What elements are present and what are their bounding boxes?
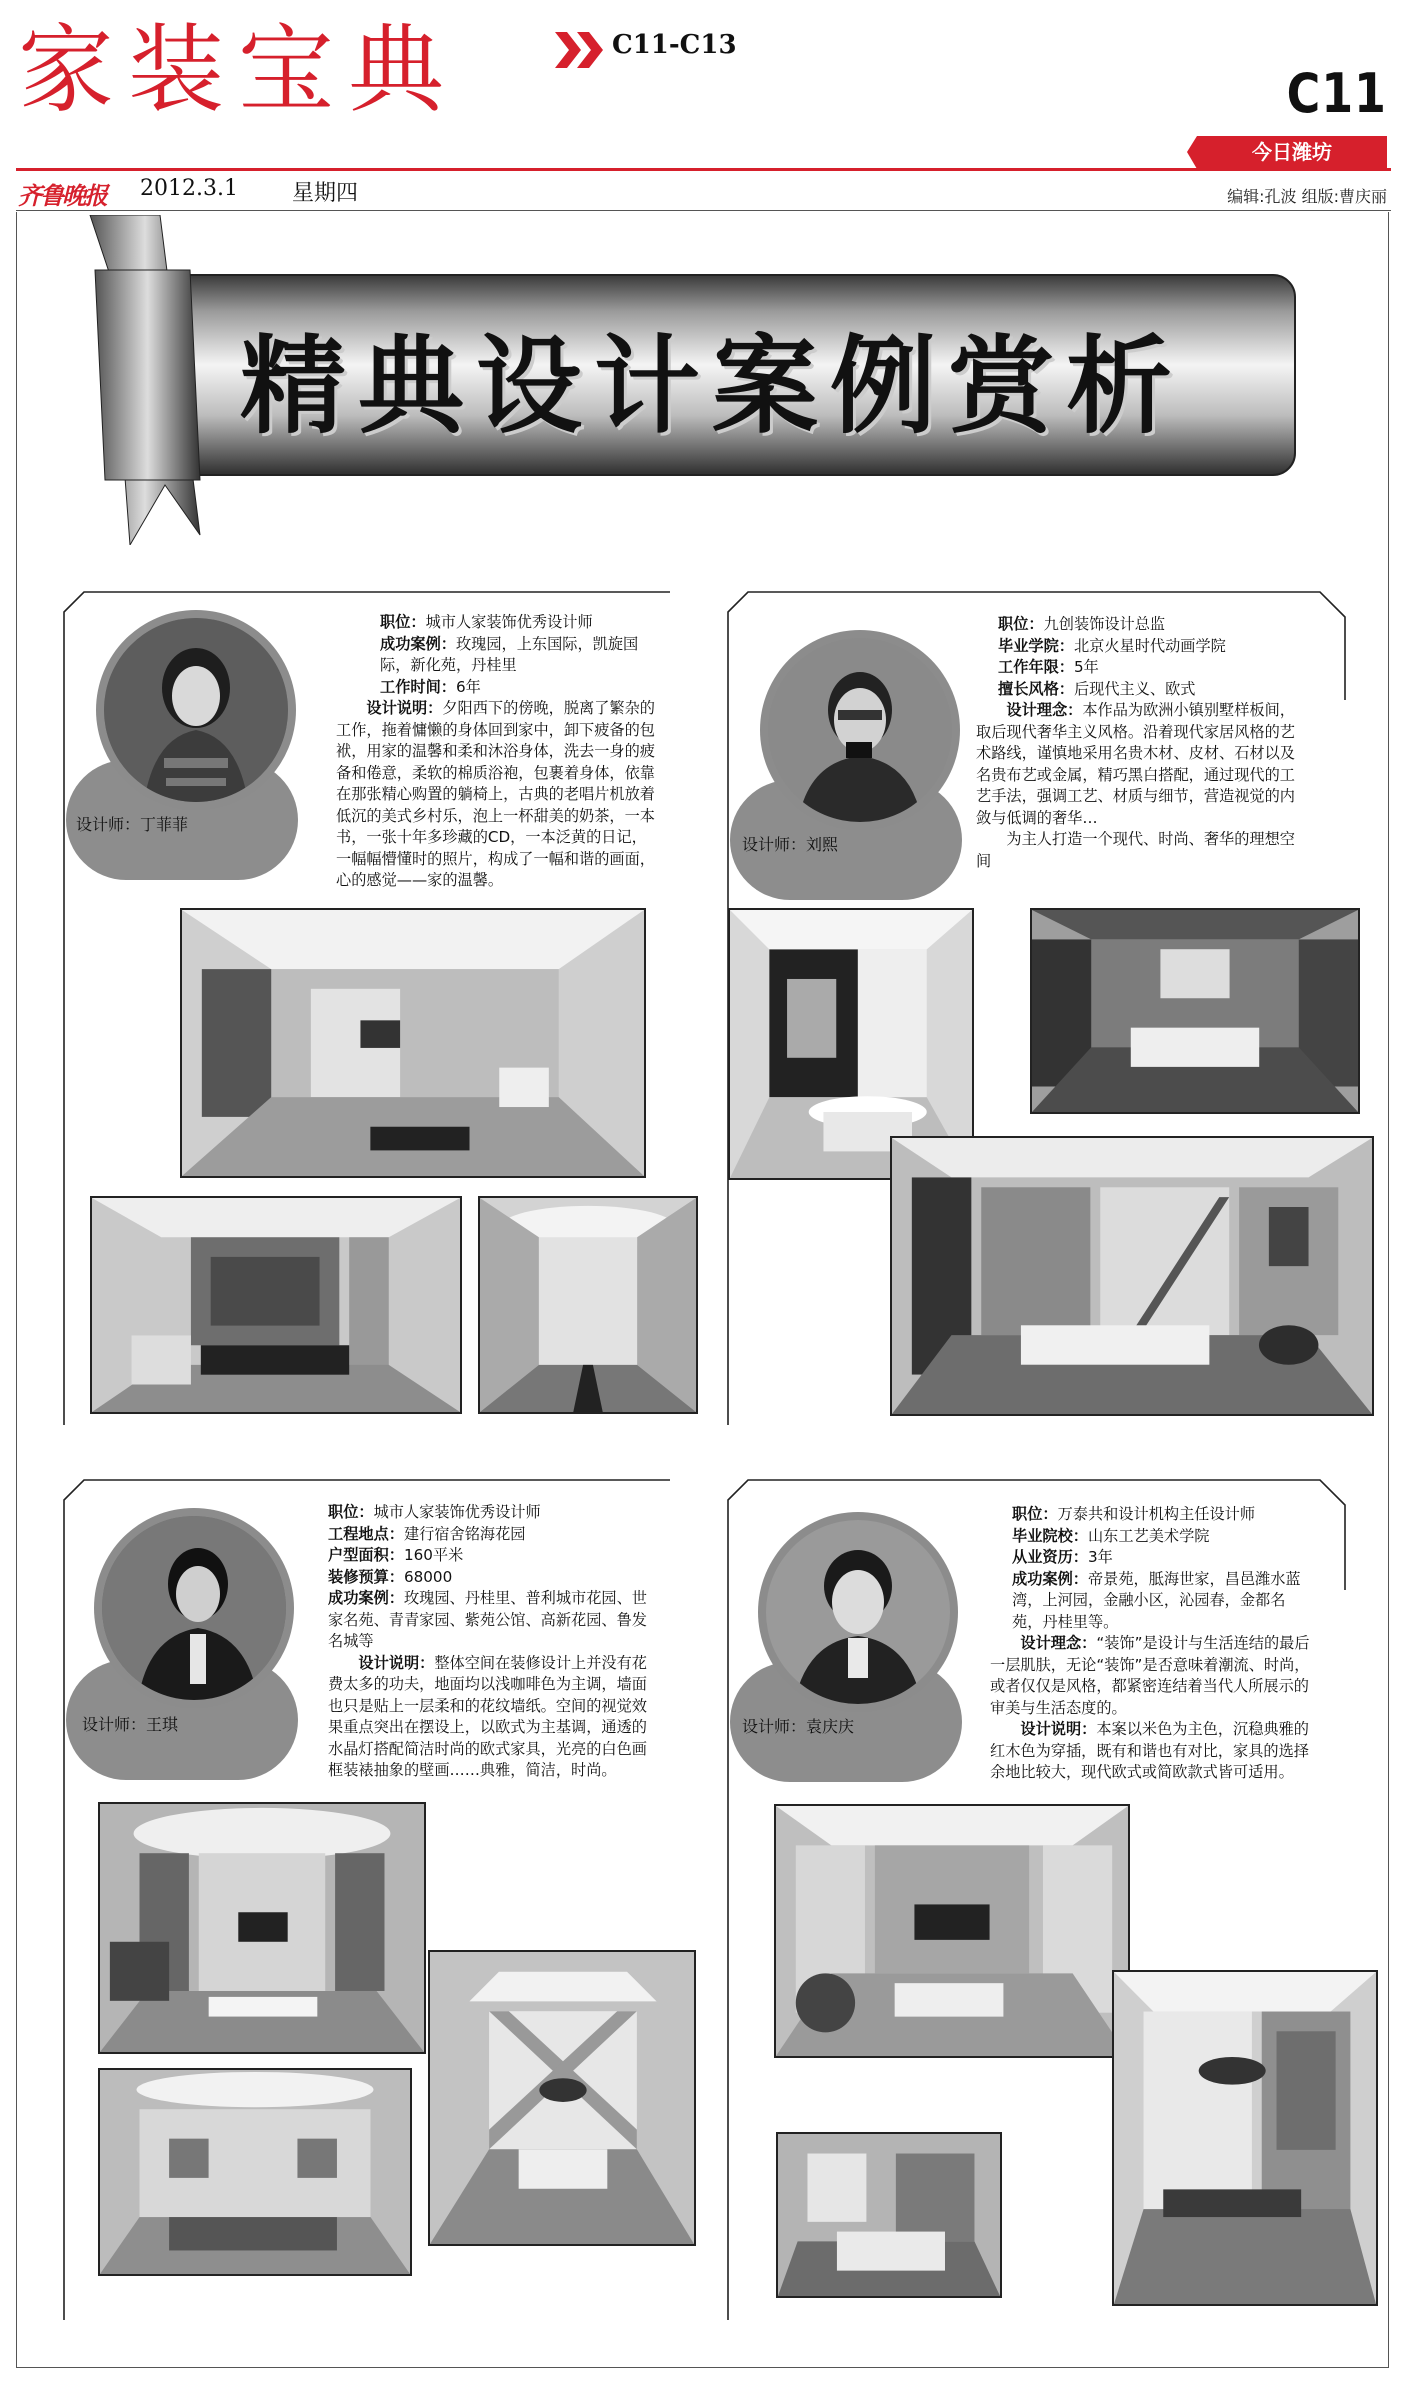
field-value: 北京火星时代动画学院 <box>1073 636 1226 655</box>
column-tag: 今日潍坊 <box>1197 136 1387 169</box>
field-label: 毕业院校： <box>1012 1526 1088 1545</box>
field-value: 万泰共和设计机构主任设计师 <box>1057 1505 1255 1523</box>
interior-photo <box>1112 1970 1378 2306</box>
interior-photo <box>478 1196 698 1414</box>
field-value: 玫瑰园，上东国际，凯旋国际，新化苑，丹桂里 <box>380 634 639 674</box>
avatar <box>102 1516 286 1700</box>
design-description: 本作品为欧洲小镇别墅样板间，取后现代奢华主义风格。沿着现代家居风格的艺术路线，谨慎地采用名贵木材、皮材、石材以及名贵布艺或金属，精巧黑白搭配，通过现代的工艺手法，强调工艺、材质与细节，营造视觉的内敛与低调的奢华… <box>976 701 1295 827</box>
designer-name: 设计师：王琪 <box>82 1715 179 1734</box>
field-label: 职位： <box>380 613 426 631</box>
para-label: 设计说明： <box>358 1653 435 1672</box>
field-value: 玫瑰园、丹桂里、普利城市花园、世家名苑、青青家园、紫苑公馆、高新花园、鲁发名城等 <box>328 1589 647 1650</box>
field-value: 160平米 <box>403 1546 464 1564</box>
field-label: 成功案例： <box>328 1589 404 1607</box>
design-description: “装饰”是设计与生活连结的最后一层肌肤，无论“装饰”是否意味着潮流、时尚，或者仅仅是风格，都紧密连结着当代人所展示的审美与生活态度的。 <box>990 1634 1310 1717</box>
interior-photo <box>428 1950 696 2246</box>
designer-name: 设计师：刘熙 <box>742 835 839 854</box>
field-value: 九创装饰设计总监 <box>1043 615 1166 633</box>
field-value: 后现代主义、欧式 <box>1073 679 1196 698</box>
design-description: 夕阳西下的傍晚，脱离了繁杂的工作，拖着慵懒的身体回到家中，卸下疲备的包袱，用家的温馨和柔和沐浴身体，洗去一身的疲备和倦意，柔软的棉质浴袍，包裹着身体，依靠在那张精心购置的躺椅上，古典的老唱片机放着低沉的美式乡村乐，泡上一杯甜美的奶茶，一本书，一张十年多珍藏的CD，一本泛黄的日记，一幅幅懵懂时的照片，构成了一幅和谐的画面，心的感觉——家的温馨。 <box>336 699 655 889</box>
field-label: 成功案例： <box>1012 1569 1088 1588</box>
field-label: 职位： <box>1012 1505 1058 1523</box>
interior-photo <box>774 1804 1130 2058</box>
field-label: 户型面积： <box>328 1546 404 1564</box>
avatar <box>104 618 288 802</box>
designer-profile <box>990 1504 1310 1784</box>
interior-photo <box>1030 908 1360 1114</box>
field-value: 山东工艺美术学院 <box>1087 1526 1210 1545</box>
para-label: 设计理念： <box>1020 1634 1097 1652</box>
field-value: 帝景苑，胝海世家，昌邑潍水蓝湾，上河园，金融小区，沁园春，金都名苑，丹桂里等。 <box>1012 1569 1301 1631</box>
interior-photo <box>90 1196 462 1414</box>
design-description-2: 本案以米色为主色，沉稳典雅的红木色为穿插，既有和谐也有对比，家具的选择余地比较大，现代欧式或简欧款式皆可适用。 <box>990 1720 1309 1781</box>
field-label: 工程地点： <box>328 1524 404 1543</box>
field-label: 工作时间： <box>380 677 456 696</box>
field-value: 68000 <box>403 1567 453 1586</box>
designer-profile <box>328 1502 660 1782</box>
field-label: 工作年限： <box>998 658 1074 676</box>
page-range: C11-C13 <box>612 30 737 60</box>
design-description-2: 为主人打造一个现代、时尚、奢华的理想空间 <box>976 830 1295 870</box>
field-value: 3年 <box>1087 1548 1113 1566</box>
field-value: 城市人家装饰优秀设计师 <box>373 1503 541 1521</box>
banner-title: 精典设计案例赏析 <box>240 325 1184 448</box>
interior-photo <box>98 2068 412 2276</box>
field-label: 毕业学院： <box>998 636 1074 655</box>
page-number: C11 <box>1286 62 1387 125</box>
newspaper-logo: 齐鲁晚报 <box>18 181 106 210</box>
design-description: 整体空间在装修设计上并没有花费太多的功夫，地面均以浅咖啡色为主调，墙面也只是贴上一层柔和的花纹墙纸。空间的视觉效果重点突出在摆设上，以欧式为主基调，通透的水晶灯搭配简洁时尚的欧式家具，光亮的白色画框装裱抽象的壁画……典雅，简洁，时尚。 <box>328 1653 647 1779</box>
interior-photo <box>890 1136 1374 1416</box>
field-label: 职位： <box>998 615 1044 633</box>
designer-profile <box>976 614 1306 872</box>
field-label: 职位： <box>328 1503 374 1521</box>
editor-credits: 编辑:孔波 组版:曹庆丽 <box>1227 187 1387 206</box>
interior-photo <box>98 1802 426 2054</box>
interior-photo <box>776 2132 1002 2298</box>
para-label: 设计说明： <box>366 699 443 717</box>
field-value: 建行宿舍铭海花园 <box>403 1524 526 1543</box>
designer-profile <box>336 612 661 892</box>
designer-name: 设计师：丁菲菲 <box>76 815 189 834</box>
field-label: 擅长风格： <box>998 679 1074 698</box>
avatar <box>766 1520 950 1704</box>
field-label: 成功案例： <box>380 634 456 653</box>
interior-photo <box>180 908 646 1178</box>
field-value: 5年 <box>1073 658 1099 676</box>
issue-date: 2012.3.1 <box>140 176 238 201</box>
para-label: 设计说明： <box>1020 1720 1097 1738</box>
field-label: 从业资历： <box>1012 1548 1088 1566</box>
avatar <box>768 638 952 822</box>
field-label: 装修预算： <box>328 1567 404 1586</box>
section-title: 家装宝典 <box>18 14 458 126</box>
para-label: 设计理念： <box>1006 701 1083 719</box>
issue-weekday: 星期四 <box>292 181 359 206</box>
field-value: 城市人家装饰优秀设计师 <box>425 613 593 631</box>
designer-name: 设计师：袁庆庆 <box>742 1717 855 1736</box>
field-value: 6年 <box>455 677 481 696</box>
